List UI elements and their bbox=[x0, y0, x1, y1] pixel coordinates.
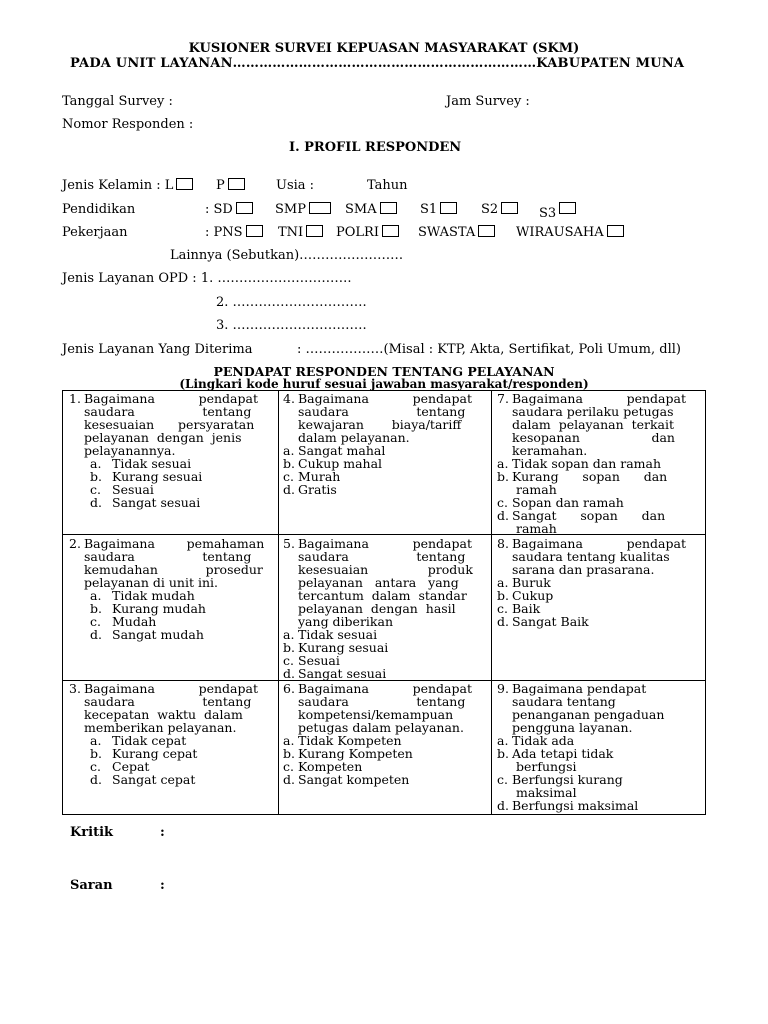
option-letter: c. bbox=[497, 601, 508, 616]
option-line: Kurang Kompeten bbox=[298, 746, 413, 761]
question-line: pelayanan di unit ini. bbox=[84, 575, 218, 590]
question-text bbox=[497, 537, 699, 576]
answer-option[interactable] bbox=[69, 773, 271, 786]
question-line: saudara tentang bbox=[84, 549, 252, 564]
checkbox-sma[interactable] bbox=[380, 202, 397, 214]
option-line: Kurang cepat bbox=[112, 746, 198, 761]
checkbox-s3[interactable] bbox=[559, 202, 576, 214]
question-line: Bagaimana pendapat bbox=[512, 681, 647, 696]
option-letter: a. bbox=[497, 456, 509, 471]
question-body bbox=[84, 682, 271, 734]
question-number: 1. bbox=[69, 391, 81, 406]
option-label: SWASTA bbox=[418, 225, 476, 240]
option-line: Sangat sopan dan bbox=[512, 508, 666, 523]
question-2 bbox=[69, 537, 271, 641]
option-letter: c. bbox=[90, 759, 101, 774]
option-letter: a. bbox=[90, 456, 102, 471]
usia-label: Usia : bbox=[276, 178, 315, 193]
option-text bbox=[112, 773, 195, 786]
option-line: Sopan dan ramah bbox=[512, 495, 624, 510]
jenis-kelamin-label: Jenis Kelamin : L bbox=[62, 178, 174, 193]
question-body bbox=[84, 392, 271, 457]
question-line: sarana dan prasarana. bbox=[512, 562, 655, 577]
question-line: Bagaimana pemahaman bbox=[84, 536, 265, 551]
jenis-layanan-diterima-label: Jenis Layanan Yang Diterima bbox=[62, 342, 253, 357]
option-text bbox=[512, 470, 667, 496]
option-line: Tidak Kompeten bbox=[298, 733, 402, 748]
tanggal-survey-label: Tanggal Survey : bbox=[62, 94, 173, 109]
answer-option[interactable] bbox=[69, 628, 271, 641]
answer-option[interactable] bbox=[69, 496, 271, 509]
saran-colon: : bbox=[160, 878, 165, 893]
option-letter: a. bbox=[90, 733, 102, 748]
pendidikan-smp bbox=[275, 202, 331, 217]
question-text bbox=[69, 392, 271, 457]
form-subtitle: PADA UNIT LAYANAN……………………………………………………………KABUPATEN MUNA bbox=[70, 56, 685, 71]
option-letter: d. bbox=[283, 772, 295, 787]
option-letter: b. bbox=[90, 601, 102, 616]
pekerjaan-label: Pekerjaan bbox=[62, 225, 128, 240]
question-line: saudara perilaku petugas bbox=[512, 404, 674, 419]
option-text bbox=[512, 773, 623, 799]
question-text bbox=[69, 682, 271, 734]
option-line: Cukup mahal bbox=[298, 456, 383, 471]
question-9 bbox=[497, 682, 699, 812]
jenis-kelamin-row bbox=[62, 178, 193, 193]
pendidikan-s2 bbox=[481, 202, 518, 217]
question-line: saudara tentang bbox=[84, 404, 252, 419]
question-number: 8. bbox=[497, 536, 509, 551]
option-line: Kurang sesuai bbox=[112, 469, 203, 484]
question-7 bbox=[497, 392, 699, 535]
option-letter: b. bbox=[90, 469, 102, 484]
question-line: dalam pelayanan terkait bbox=[512, 417, 675, 432]
question-line: kewajaran biaya/tariff bbox=[298, 417, 462, 432]
question-line: Bagaimana pendapat bbox=[512, 391, 686, 406]
question-text bbox=[283, 682, 485, 734]
question-line: kemudahan prosedur bbox=[84, 562, 263, 577]
option-letter: d. bbox=[497, 614, 509, 629]
checkbox-pns[interactable] bbox=[246, 225, 263, 237]
question-body bbox=[298, 392, 485, 444]
pekerjaan-pns bbox=[205, 225, 263, 240]
option-line: Sangat mudah bbox=[112, 627, 204, 642]
option-letter: b. bbox=[283, 456, 295, 471]
option-line: Cepat bbox=[112, 759, 150, 774]
checkbox-tni[interactable] bbox=[306, 225, 323, 237]
pekerjaan-tni bbox=[278, 225, 323, 240]
answer-option[interactable] bbox=[497, 799, 699, 812]
option-line: Sangat Baik bbox=[512, 614, 589, 629]
question-number: 7. bbox=[497, 391, 509, 406]
option-letter: b. bbox=[497, 588, 509, 603]
question-line: saudara tentang kualitas bbox=[512, 549, 670, 564]
option-line: Mudah bbox=[112, 614, 157, 629]
question-line: Bagaimana pendapat bbox=[298, 681, 472, 696]
pekerjaan-swasta bbox=[418, 225, 495, 240]
question-line: Bagaimana pendapat bbox=[84, 681, 258, 696]
option-letter: c. bbox=[283, 469, 294, 484]
option-letter: a. bbox=[90, 588, 102, 603]
option-line: Sangat sesuai bbox=[298, 666, 387, 681]
option-line: Cukup bbox=[512, 588, 554, 603]
question-number: 2. bbox=[69, 536, 81, 551]
option-line: Tidak cepat bbox=[112, 733, 187, 748]
option-line: Kurang sesuai bbox=[298, 640, 389, 655]
answer-option[interactable] bbox=[497, 470, 699, 496]
question-4 bbox=[283, 392, 485, 496]
jk-p-label: P bbox=[216, 178, 225, 193]
option-text bbox=[298, 667, 386, 680]
option-line: Baik bbox=[512, 601, 541, 616]
question-line: tercantum dalam standar bbox=[298, 588, 467, 603]
option-letter: d. bbox=[283, 666, 295, 681]
answer-option[interactable] bbox=[497, 509, 699, 535]
option-letter: d. bbox=[90, 627, 102, 642]
option-line: Sesuai bbox=[298, 653, 340, 668]
question-line: penanganan pengaduan bbox=[512, 707, 665, 722]
question-line: pelayanannya. bbox=[84, 443, 176, 458]
pendidikan-label: Pendidikan bbox=[62, 202, 136, 217]
question-line: kesesuaian persyaratan bbox=[84, 417, 255, 432]
option-text bbox=[298, 773, 409, 786]
question-5 bbox=[283, 537, 485, 680]
question-number: 5. bbox=[283, 536, 295, 551]
option-line: Sangat cepat bbox=[112, 772, 196, 787]
answer-option[interactable] bbox=[283, 773, 485, 786]
answer-option[interactable] bbox=[283, 667, 485, 680]
question-body bbox=[298, 537, 485, 628]
option-line: Kurang sopan dan bbox=[512, 469, 668, 484]
form-title: KUSIONER SURVEI KEPUASAN MASYARAKAT (SKM) bbox=[188, 41, 580, 56]
option-text bbox=[512, 747, 613, 773]
option-text bbox=[512, 615, 589, 628]
option-label: S1 bbox=[420, 202, 438, 217]
question-text bbox=[283, 537, 485, 628]
option-letter: b. bbox=[283, 746, 295, 761]
question-text bbox=[69, 537, 271, 589]
option-letter: c. bbox=[497, 772, 508, 787]
question-line: kesopanan dan bbox=[512, 430, 675, 445]
pekerjaan-wirausaha bbox=[516, 225, 624, 240]
question-text bbox=[497, 392, 699, 457]
question-line: saudara tentang bbox=[298, 549, 466, 564]
pendidikan-s3 bbox=[539, 202, 576, 221]
checkbox-sd[interactable] bbox=[236, 202, 253, 214]
option-letter: d. bbox=[497, 798, 509, 813]
question-number: 3. bbox=[69, 681, 81, 696]
option-letter: c. bbox=[90, 482, 101, 497]
option-letter: c. bbox=[283, 653, 294, 668]
column-divider bbox=[278, 391, 279, 814]
option-label: S3 bbox=[539, 206, 557, 221]
kritik-label: Kritik bbox=[70, 825, 114, 840]
option-line: ramah bbox=[516, 482, 557, 497]
option-line: Tidak ada bbox=[512, 733, 575, 748]
question-body bbox=[84, 537, 271, 589]
option-line: Sesuai bbox=[112, 482, 154, 497]
question-1 bbox=[69, 392, 271, 509]
tahun-label: Tahun bbox=[367, 178, 408, 193]
pendidikan-sma bbox=[345, 202, 397, 217]
option-line: Sangat kompeten bbox=[298, 772, 410, 787]
option-letter: b. bbox=[497, 469, 509, 484]
question-number: 4. bbox=[283, 391, 295, 406]
option-letter: b. bbox=[283, 640, 295, 655]
option-text bbox=[112, 496, 200, 509]
checkbox-smp[interactable] bbox=[309, 202, 331, 214]
pendidikan-s1 bbox=[420, 202, 457, 217]
checkbox-p[interactable] bbox=[228, 178, 245, 190]
question-line: dalam pelayanan. bbox=[298, 430, 410, 445]
profil-section-title: I. PROFIL RESPONDEN bbox=[289, 140, 462, 155]
checkbox-s1[interactable] bbox=[440, 202, 457, 214]
question-body bbox=[298, 682, 485, 734]
option-label: SMA bbox=[345, 202, 377, 217]
question-line: keramahan. bbox=[512, 443, 588, 458]
option-line: Buruk bbox=[512, 575, 551, 590]
kritik-colon: : bbox=[160, 825, 165, 840]
option-label: SMP bbox=[275, 202, 306, 217]
question-line: pelayanan dengan hasil bbox=[298, 601, 456, 616]
option-line: Gratis bbox=[298, 482, 337, 497]
column-divider bbox=[491, 391, 492, 814]
lainnya-label: Lainnya (Sebutkan)…………………… bbox=[170, 248, 404, 263]
question-body bbox=[512, 392, 699, 457]
option-letter: b. bbox=[90, 746, 102, 761]
option-letter: b. bbox=[497, 746, 509, 761]
option-line: berfungsi bbox=[516, 759, 577, 774]
nomor-responden-label: Nomor Responden : bbox=[62, 117, 194, 132]
option-line: maksimal bbox=[516, 785, 577, 800]
pendapat-subtitle: (Lingkari kode huruf sesuai jawaban masyarakat/responden) bbox=[179, 377, 589, 391]
jenis-layanan-opd-label: Jenis Layanan OPD : 1. …………………………. bbox=[62, 271, 352, 286]
question-line: saudara tentang bbox=[512, 694, 616, 709]
option-label: : SD bbox=[205, 202, 233, 217]
question-8 bbox=[497, 537, 699, 628]
checkbox-polri[interactable] bbox=[382, 225, 399, 237]
question-line: Bagaimana pendapat bbox=[512, 536, 686, 551]
option-label: TNI bbox=[278, 225, 304, 240]
option-letter: a. bbox=[283, 733, 295, 748]
option-line: Berfungsi maksimal bbox=[512, 798, 639, 813]
question-line: memberikan pelayanan. bbox=[84, 720, 237, 735]
option-letter: d. bbox=[283, 482, 295, 497]
opd-line-2: 2. …………………………. bbox=[216, 295, 367, 310]
option-letter: d. bbox=[90, 495, 102, 510]
opd-line-3: 3. …………………………. bbox=[216, 318, 367, 333]
question-line: kesesuaian produk bbox=[298, 562, 473, 577]
option-letter: a. bbox=[283, 443, 295, 458]
option-letter: a. bbox=[283, 627, 295, 642]
question-3 bbox=[69, 682, 271, 786]
question-number: 9. bbox=[497, 681, 509, 696]
option-letter: d. bbox=[90, 772, 102, 787]
saran-label: Saran bbox=[70, 878, 113, 893]
option-label: WIRAUSAHA bbox=[516, 225, 604, 240]
pendidikan-sd bbox=[205, 202, 253, 217]
option-line: Tidak mudah bbox=[112, 588, 195, 603]
question-body bbox=[512, 537, 699, 576]
option-letter: d. bbox=[497, 508, 509, 523]
question-text bbox=[497, 682, 699, 734]
option-line: Sangat sesuai bbox=[112, 495, 201, 510]
question-line: pelayanan antara yang bbox=[298, 575, 459, 590]
answer-option[interactable] bbox=[283, 483, 485, 496]
pekerjaan-polri bbox=[336, 225, 399, 240]
question-line: pelayanan dengan jenis bbox=[84, 430, 242, 445]
checkbox-wirausaha[interactable] bbox=[607, 225, 624, 237]
option-letter: a. bbox=[497, 733, 509, 748]
jk-p-option bbox=[216, 178, 245, 193]
option-text bbox=[512, 509, 665, 535]
option-line: ramah bbox=[516, 521, 557, 536]
option-letter: c. bbox=[283, 759, 294, 774]
question-line: Bagaimana pendapat bbox=[298, 536, 472, 551]
question-6 bbox=[283, 682, 485, 786]
question-body bbox=[512, 682, 699, 734]
question-line: saudara tentang bbox=[298, 694, 466, 709]
option-line: Tidak sesuai bbox=[112, 456, 192, 471]
option-line: Sangat mahal bbox=[298, 443, 386, 458]
option-letter: a. bbox=[497, 575, 509, 590]
question-line: kecepatan waktu dalam bbox=[84, 707, 243, 722]
question-line: Bagaimana pendapat bbox=[298, 391, 472, 406]
checkbox-s2[interactable] bbox=[501, 202, 518, 214]
question-table bbox=[62, 390, 706, 815]
answer-option[interactable] bbox=[497, 747, 699, 773]
question-line: Bagaimana pendapat bbox=[84, 391, 258, 406]
question-line: petugas dalam pelayanan. bbox=[298, 720, 464, 735]
checkbox-l[interactable] bbox=[176, 178, 193, 190]
question-line: saudara tentang bbox=[84, 694, 252, 709]
answer-option[interactable] bbox=[497, 773, 699, 799]
question-text bbox=[283, 392, 485, 444]
option-letter: c. bbox=[90, 614, 101, 629]
option-line: Tidak sopan dan ramah bbox=[512, 456, 662, 471]
option-label: POLRI bbox=[336, 225, 379, 240]
jam-survey-label: Jam Survey : bbox=[446, 94, 530, 109]
answer-option[interactable] bbox=[497, 615, 699, 628]
option-text bbox=[112, 628, 204, 641]
pendapat-title: PENDAPAT RESPONDEN TENTANG PELAYANAN bbox=[213, 364, 555, 379]
option-text bbox=[512, 799, 638, 812]
question-number: 6. bbox=[283, 681, 295, 696]
option-label: S2 bbox=[481, 202, 499, 217]
option-label: : PNS bbox=[205, 225, 243, 240]
question-line: yang diberikan bbox=[298, 614, 393, 629]
jenis-layanan-diterima-value: : ………………(Misal : KTP, Akta, Sertifikat, Poli Umum, dll) bbox=[297, 342, 681, 357]
checkbox-swasta[interactable] bbox=[478, 225, 495, 237]
option-letter: c. bbox=[497, 495, 508, 510]
option-line: Ada tetapi tidak bbox=[512, 746, 614, 761]
question-line: saudara tentang bbox=[298, 404, 466, 419]
option-text bbox=[298, 483, 337, 496]
option-line: Tidak sesuai bbox=[298, 627, 378, 642]
option-line: Murah bbox=[298, 469, 341, 484]
option-line: Kurang mudah bbox=[112, 601, 206, 616]
option-line: Berfungsi kurang bbox=[512, 772, 623, 787]
option-line: Kompeten bbox=[298, 759, 363, 774]
question-line: kompetensi/kemampuan bbox=[298, 707, 454, 722]
question-line: pengguna layanan. bbox=[512, 720, 633, 735]
